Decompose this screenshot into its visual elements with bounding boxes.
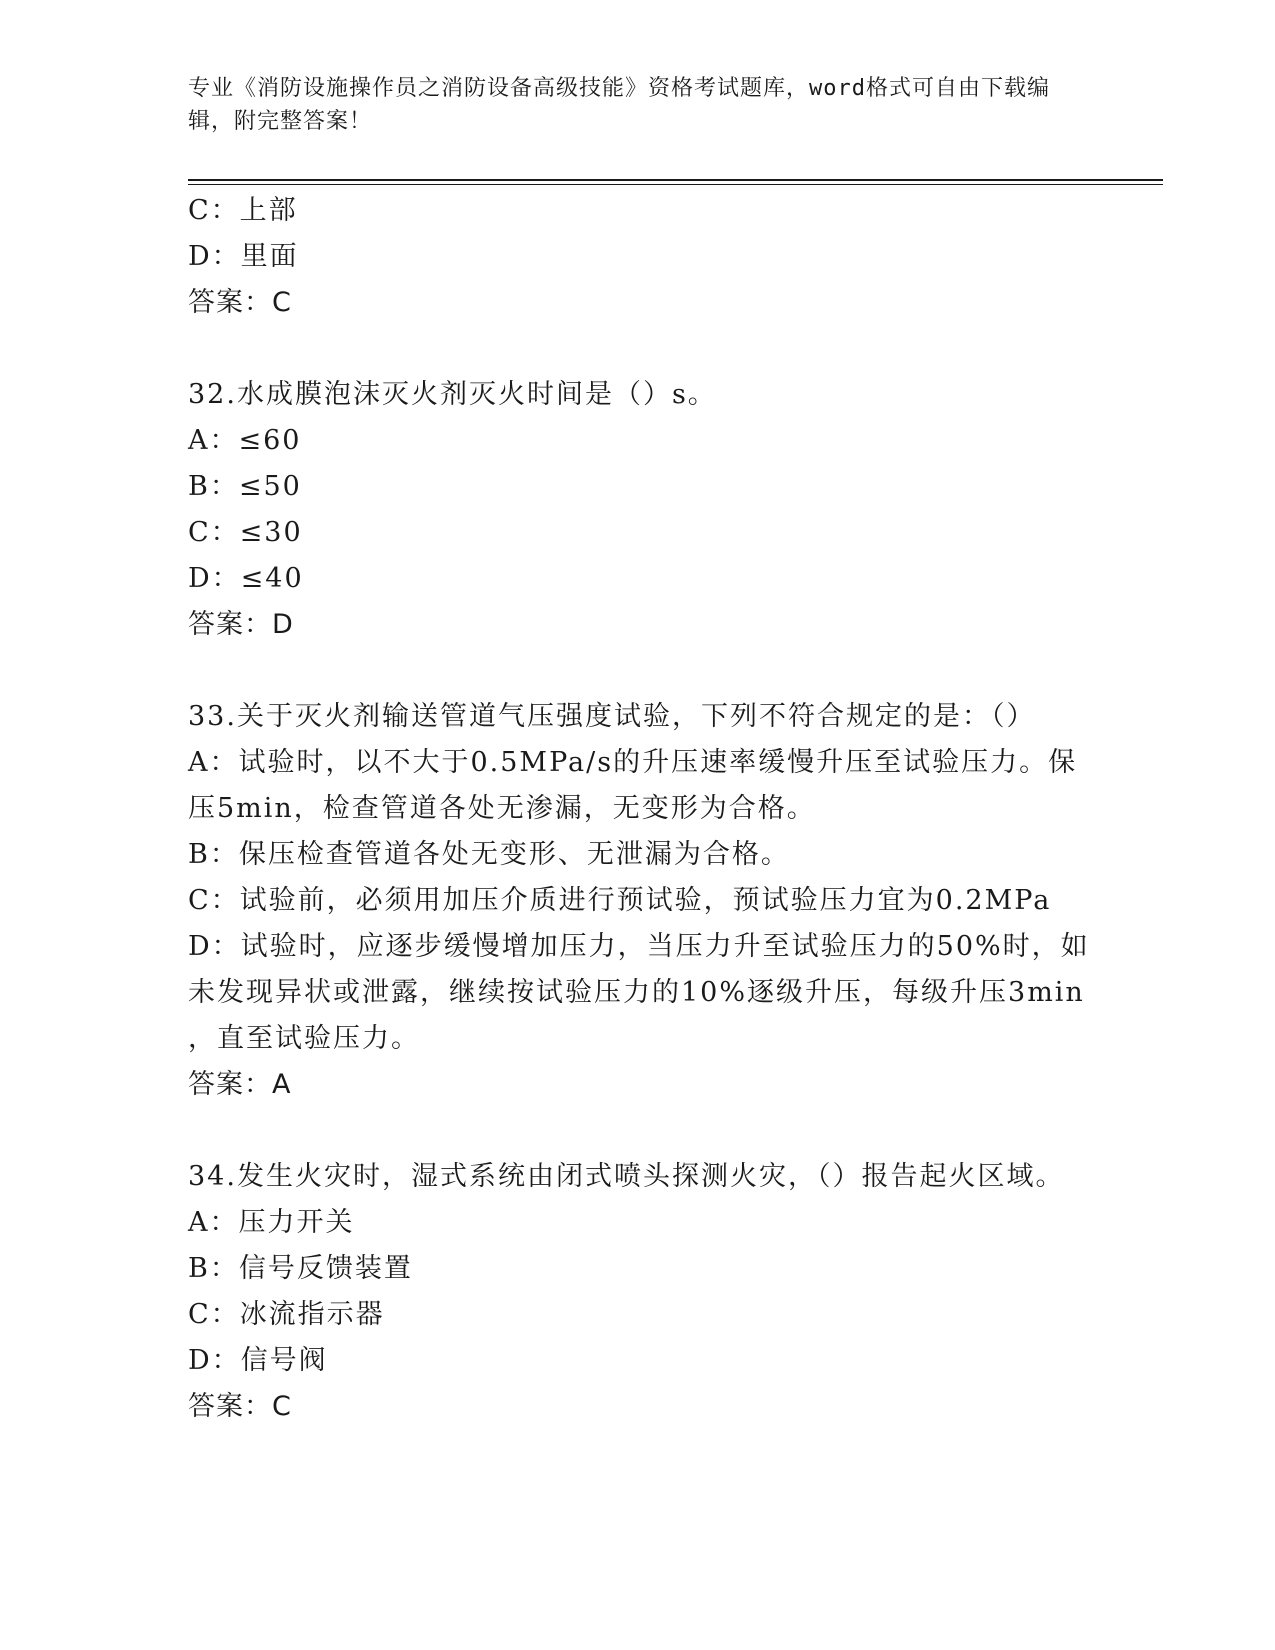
- option-line: B：保压检查管道各处无变形、无泄漏为合格。: [188, 839, 790, 870]
- option-line: C：冰流指示器: [188, 1299, 385, 1330]
- header-divider: [188, 179, 1163, 181]
- option-line: C：上部: [188, 195, 298, 226]
- option-line: D：试验时，应逐步缓慢增加压力，当压力升至试验压力的50%时，如: [188, 931, 1090, 962]
- answer-line: 答案：C: [188, 287, 292, 318]
- question-34: [188, 1154, 1088, 1430]
- option-line: C：试验前，必须用加压介质进行预试验，预试验压力宜为0.2MPa: [188, 885, 1052, 916]
- question-stem: 33.关于灭火剂输送管道气压强度试验，下列不符合规定的是：（）: [188, 701, 1036, 732]
- option-line: D：≤40: [188, 563, 304, 594]
- answer-line: 答案：D: [188, 609, 294, 640]
- option-line: A：压力开关: [188, 1207, 355, 1238]
- page-header: 专业《消防设施操作员之消防设备高级技能》资格考试题库，word格式可自由下载编辑，附完整答案！: [188, 76, 1050, 134]
- question-spacer: [188, 326, 1088, 372]
- option-line: 压5min，检查管道各处无渗漏，无变形为合格。: [188, 793, 816, 824]
- document-body: [188, 188, 1088, 1430]
- option-line: B：信号反馈装置: [188, 1253, 413, 1284]
- question-spacer: [188, 1108, 1088, 1154]
- question-32: [188, 372, 1088, 648]
- question-stem: 32.水成膜泡沫灭火剂灭火时间是（）s。: [188, 379, 717, 410]
- option-line: A：≤60: [188, 425, 302, 456]
- option-line: A：试验时，以不大于0.5MPa/s的升压速率缓慢升压至试验压力。保: [188, 747, 1078, 778]
- option-line: C：≤30: [188, 517, 303, 548]
- question-33: [188, 694, 1088, 1108]
- header-divider-thin: [188, 184, 1163, 185]
- option-line: D：信号阀: [188, 1345, 328, 1376]
- option-line: D：里面: [188, 241, 299, 272]
- question-spacer: [188, 648, 1088, 694]
- option-line: ，直至试验压力。: [188, 1023, 420, 1054]
- answer-line: 答案：C: [188, 1391, 292, 1422]
- answer-line: 答案：A: [188, 1069, 292, 1100]
- option-line: 未发现异状或泄露，继续按试验压力的10%逐级升压，每级升压3min: [188, 977, 1085, 1008]
- question-continued: [188, 188, 1088, 326]
- question-stem: 34.发生火灾时，湿式系统由闭式喷头探测火灾，（）报告起火区域。: [188, 1161, 1065, 1192]
- option-line: B：≤50: [188, 471, 302, 502]
